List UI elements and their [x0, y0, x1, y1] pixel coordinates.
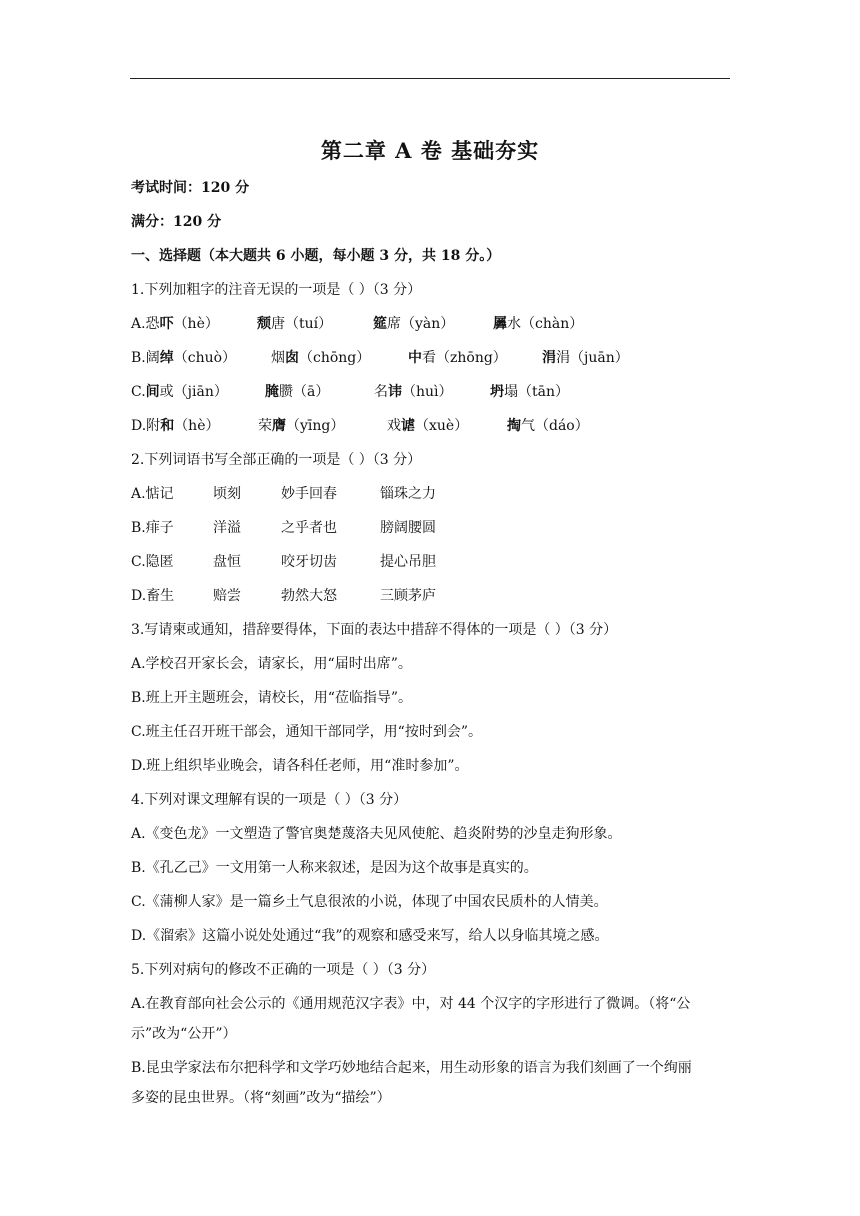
q5-option-a-line1: A.在教育部向社会公示的《通用规范汉字表》中，对 44 个汉字的字形进行了微调。（将“公 [131, 996, 691, 1012]
q1-a-item: 筵席（yàn） [373, 316, 455, 332]
q2-word: 膀阔腰圆 [380, 520, 436, 536]
q2-word: 勃然大怒 [281, 588, 337, 604]
q1-c-item: 腌臜（ā） [265, 384, 330, 400]
q1-b-item: B.阔绰（chuò） [131, 350, 237, 366]
q1-b-item: 涓涓（juān） [542, 350, 629, 366]
q2-word: 顷刻 [213, 486, 241, 502]
q2-word: 妙手回春 [281, 486, 337, 502]
q2-word: 提心吊胆 [380, 554, 436, 570]
q1-option-d [131, 416, 731, 436]
q2-option-b [131, 518, 731, 538]
q4-option-b: B.《孔乙己》一文用第一人称来叙述，是因为这个故事是真实的。 [131, 860, 538, 876]
q5-option-b-line1: B.昆虫学家法布尔把科学和文学巧妙地结合起来，用生动形象的语言为我们刻画了一个绚丽 [131, 1060, 692, 1076]
q1-d-item: 荣膺（yīng） [258, 418, 345, 434]
q2-word: 洋溢 [213, 520, 241, 536]
q1-a-item: 羼水（chàn） [493, 316, 584, 332]
q3-option-c: C.班主任召开班干部会，通知干部同学，用“按时到会”。 [131, 724, 482, 740]
q2-word: 盘恒 [213, 554, 241, 570]
q3-option-d: D.班上组织毕业晚会，请各科任老师，用“准时参加”。 [131, 758, 469, 774]
page-title: 第二章 A 卷 基础夯实 [320, 138, 540, 163]
section-heading: 一、选择题（本大题共 6 小题，每小题 3 分，共 18 分。） [131, 248, 501, 264]
q1-d-item: 戏谑（xuè） [387, 418, 469, 434]
q2-option-d [131, 586, 731, 606]
q4-stem: 4.下列对课文理解有误的一项是（ ）（3 分） [131, 792, 408, 808]
q1-option-b [131, 348, 731, 368]
q1-b-item: 中看（zhōng） [408, 350, 507, 366]
q1-stem: 1.下列加粗字的注音无误的一项是（ ）（3 分） [131, 282, 422, 298]
q5-option-a-line2: 示”改为“公开”） [131, 1026, 237, 1042]
q3-option-b: B.班上开主题班会，请校长，用“莅临指导”。 [131, 690, 413, 706]
q2-word: C.隐匿 [131, 554, 174, 570]
q4-option-a: A.《变色龙》一文塑造了警官奥楚蔑洛夫见风使舵、趋炎附势的沙皇走狗形象。 [131, 826, 622, 842]
q1-c-item: 名讳（huì） [374, 384, 453, 400]
q2-word: 锱珠之力 [380, 486, 436, 502]
q1-c-item: 坍塌（tān） [490, 384, 569, 400]
q4-option-d: D.《溜索》这篇小说处处通过“我”的观察和感受来写，给人以身临其境之感。 [131, 928, 609, 944]
q2-word: B.痱子 [131, 520, 174, 536]
header-rule [130, 78, 730, 79]
q1-option-c [131, 382, 731, 402]
q2-word: 之乎者也 [281, 520, 337, 536]
q3-option-a: A.学校召开家长会，请家长，用“届时出席”。 [131, 656, 412, 672]
q2-word: A.惦记 [131, 486, 174, 502]
q2-word: 三顾茅庐 [380, 588, 436, 604]
q4-option-c: C.《蒲柳人家》是一篇乡土气息很浓的小说，体现了中国农民质朴的人情美。 [131, 894, 608, 910]
q1-a-item: 颓唐（tuí） [257, 316, 333, 332]
q2-word: 赔尝 [213, 588, 241, 604]
q1-d-item: 掏气（dáo） [507, 418, 589, 434]
exam-time: 考试时间：120 分 [131, 180, 250, 196]
q2-word: 咬牙切齿 [281, 554, 337, 570]
q2-option-a [131, 484, 731, 504]
q1-option-a [131, 314, 731, 334]
q1-c-item: C.间或（jiān） [131, 384, 228, 400]
q5-option-b-line2: 多姿的昆虫世界。（将“刻画”改为“描绘”） [131, 1090, 391, 1106]
q1-d-item: D.附和（hè） [131, 418, 220, 434]
q2-stem: 2.下列词语书写全部正确的一项是（ ）（3 分） [131, 452, 422, 468]
q1-a-item: A.恐吓（hè） [131, 316, 219, 332]
q5-stem: 5.下列对病句的修改不正确的一项是（ ）（3 分） [131, 962, 436, 978]
q3-stem: 3.写请柬或通知，措辞要得体，下面的表达中措辞不得体的一项是（ ）（3 分） [131, 622, 618, 638]
q2-word: D.畜生 [131, 588, 175, 604]
q1-b-item: 烟囱（chōng） [271, 350, 371, 366]
full-score: 满分：120 分 [131, 214, 222, 230]
q2-option-c [131, 552, 731, 572]
